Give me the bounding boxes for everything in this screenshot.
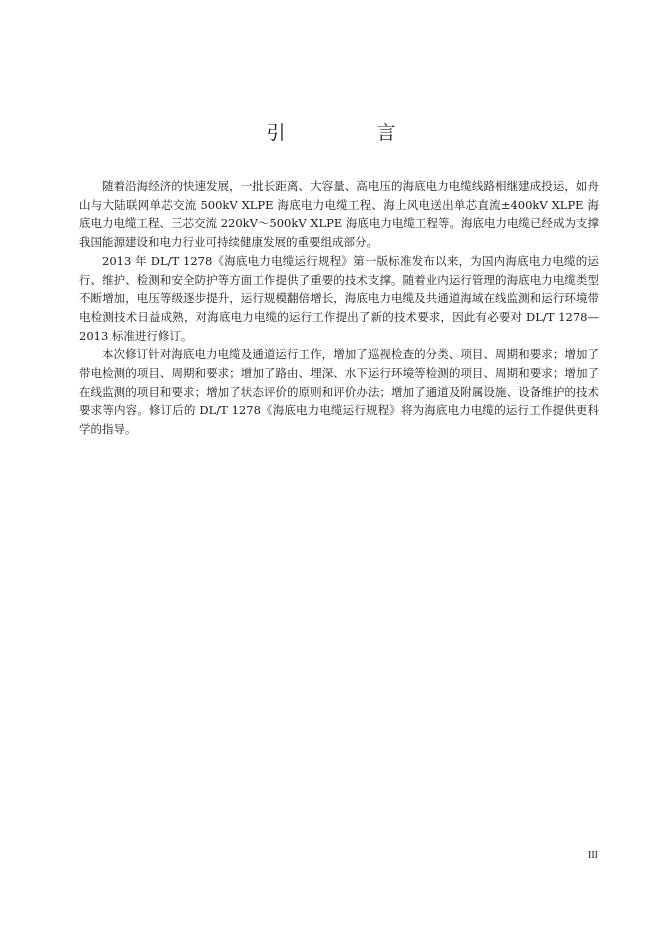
page-number: III bbox=[588, 850, 598, 861]
paragraph-3: 本次修订针对海底电力电缆及通道运行工作，增加了巡视检查的分类、项目、周期和要求；增加了带电检测的项目、周期和要求；增加了路由、埋深、水下运行环境等检测的项目、周期和要求；增加了在线监测的项目和要求；增加了状态评价的原则和评价办法；增加了通道及附属设施、设备维护的技术要求等内容。修订后的 DL/T 1278《海底电力电缆运行规程》将为海底电力电缆的运行工作提供更科学的指导。 bbox=[79, 347, 599, 437]
paragraph-2: 2013 年 DL/T 1278《海底电力电缆运行规程》第一版标准发布以来，为国内海底电力电缆的运行、维护、检测和安全防护等方面工作提供了重要的技术支撑。随着业内运行管理的海底电力电缆类型不断增加，电压等级逐步提升，运行规模翻倍增长，海底电力电缆及共通道海域在线监测和运行环境带电检测技术日益成熟，对海底电力电缆的运行工作提出了新的技术要求，因此有必要对 DL/T 1278—2013 标准进行修订。 bbox=[79, 253, 599, 343]
paragraph-1: 随着沿海经济的快速发展，一批长距离、大容量、高电压的海底电力电缆线路相继建成投运，如舟山与大陆联网单芯交流 500kV XLPE 海底电力电缆工程、海上风电送出单芯直流±400kV XLPE 海底电力电缆工程、三芯交流 220kV～500kV XLPE 海底电力电缆工程等。海底电力电缆已经成为支撑我国能源建设和电力行业可持续健康发展的重要组成部分。 bbox=[79, 179, 599, 250]
body-text bbox=[79, 177, 599, 439]
page-title: 引 言 bbox=[266, 122, 432, 144]
